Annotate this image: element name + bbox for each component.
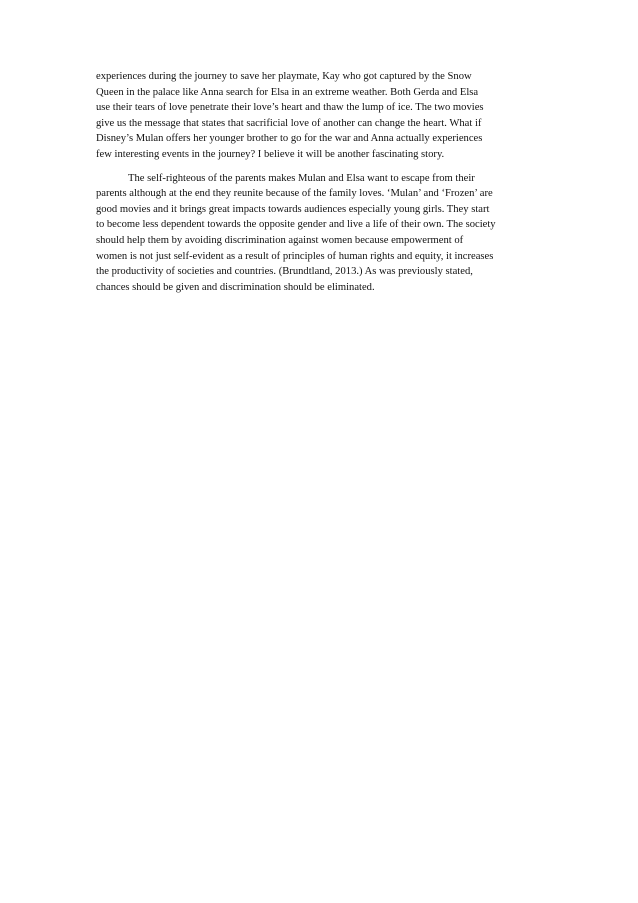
text-line: Disney’s Mulan offers her younger brother to go for the war and Anna actually experiences bbox=[96, 133, 483, 145]
text-line: The self-righteous of the parents makes Mulan and Elsa want to escape from their bbox=[128, 172, 475, 184]
text-line: good movies and it brings great impacts towards audiences especially young girls. They start bbox=[96, 203, 490, 215]
text-line: few interesting events in the journey? I believe it will be another fascinating story. bbox=[96, 148, 445, 160]
text-line: experiences during the journey to save her playmate, Kay who got captured by the Snow bbox=[96, 71, 472, 82]
body-text bbox=[96, 69, 544, 295]
text-line: give us the message that states that sacrificial love of another can change the heart. What if bbox=[96, 117, 482, 129]
text-line: Queen in the palace like Anna search for Elsa in an extreme weather. Both Gerda and Elsa bbox=[96, 86, 479, 98]
paragraph-1 bbox=[96, 69, 544, 163]
text-line: parents although at the end they reunite because of the family loves. ‘Mulan’ and ‘Frozen’ are bbox=[96, 188, 493, 200]
text-line: women is not just self-evident as a result of principles of human rights and equity, it increases bbox=[96, 250, 494, 262]
text-line: the productivity of societies and countries. (Brundtland, 2013.) As was previously stated, bbox=[96, 266, 473, 278]
paragraph-2 bbox=[96, 171, 544, 296]
text-line: use their tears of love penetrate their love’s heart and thaw the lump of ice. The two movies bbox=[96, 102, 484, 114]
text-line: should help them by avoiding discrimination against women because empowerment of bbox=[96, 234, 464, 246]
text-line: chances should be given and discrimination should be eliminated. bbox=[96, 281, 375, 293]
text-line: to become less dependent towards the opposite gender and live a life of their own. The society bbox=[96, 219, 496, 231]
